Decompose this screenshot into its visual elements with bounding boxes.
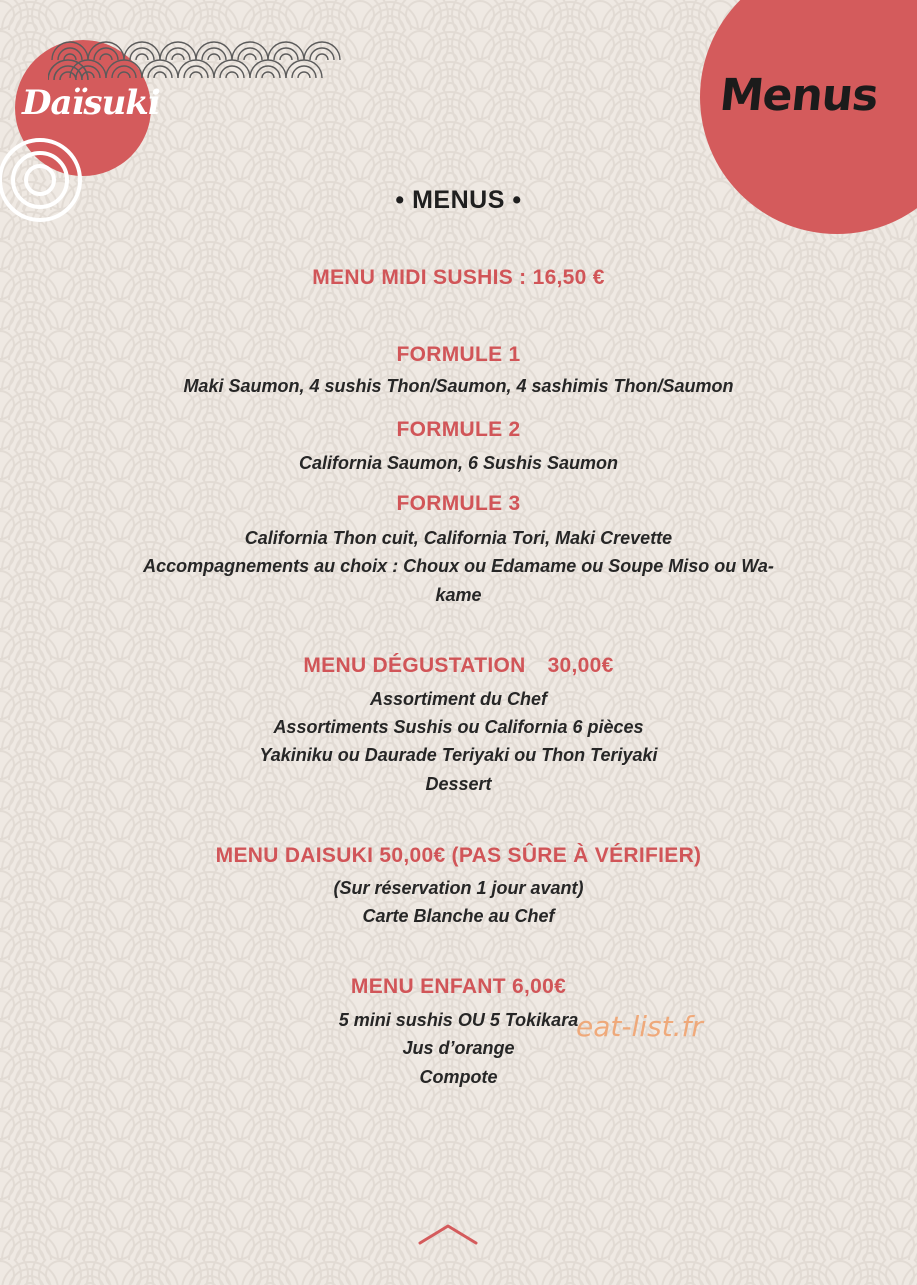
concentric-rings-decoration (0, 136, 88, 228)
logo-text: Daïsuki (22, 83, 160, 123)
degustation-line: Dessert (425, 774, 492, 794)
menus-badge-text: Menus (717, 70, 881, 121)
formule3-line: Accompagnements au choix : Choux ou Edamame ou Soupe Miso ou Wa- (143, 556, 774, 576)
daisuki-line: Carte Blanche au Chef (362, 906, 555, 926)
degustation-line: Assortiment du Chef (369, 689, 547, 709)
formule2-line: California Saumon, 6 Sushis Saumon (298, 453, 619, 473)
menu-midi-title: MENU MIDI SUSHIS : 16,50 € (312, 266, 605, 289)
degustation-title-row (0, 654, 917, 678)
chevron-up-icon[interactable] (417, 1222, 479, 1246)
formule2-title: FORMULE 2 (396, 418, 521, 441)
daisuki-title: MENU DAISUKI 50,00€ (PAS SÛRE À VÉRIFIER) (215, 844, 702, 867)
degustation-line: Assortiments Sushis ou California 6 pièces (273, 717, 644, 737)
wave-pattern-decoration (48, 38, 348, 82)
enfant-line: Jus d’orange (402, 1038, 515, 1058)
daisuki-line: (Sur réservation 1 jour avant) (333, 878, 584, 898)
formule3-title: FORMULE 3 (396, 492, 521, 515)
degustation-title: MENU DÉGUSTATION (303, 654, 526, 677)
enfant-line: Compote (419, 1067, 498, 1087)
degustation-line: Yakiniku ou Daurade Teriyaki ou Thon Teriyaki (259, 745, 658, 765)
enfant-line: 5 mini sushis OU 5 Tokikara (338, 1010, 579, 1030)
page-title: • MENUS • (395, 186, 522, 214)
enfant-title: MENU ENFANT 6,00€ (350, 975, 567, 998)
formule3-line: kame (435, 585, 482, 605)
formule3-line: California Thon cuit, California Tori, Maki Crevette (244, 528, 673, 548)
degustation-price: 30,00€ (547, 654, 614, 677)
formule1-line: Maki Saumon, 4 sushis Thon/Saumon, 4 sashimis Thon/Saumon (183, 376, 734, 396)
formule1-title: FORMULE 1 (396, 343, 521, 366)
watermark: eat-list.fr (576, 1010, 703, 1043)
